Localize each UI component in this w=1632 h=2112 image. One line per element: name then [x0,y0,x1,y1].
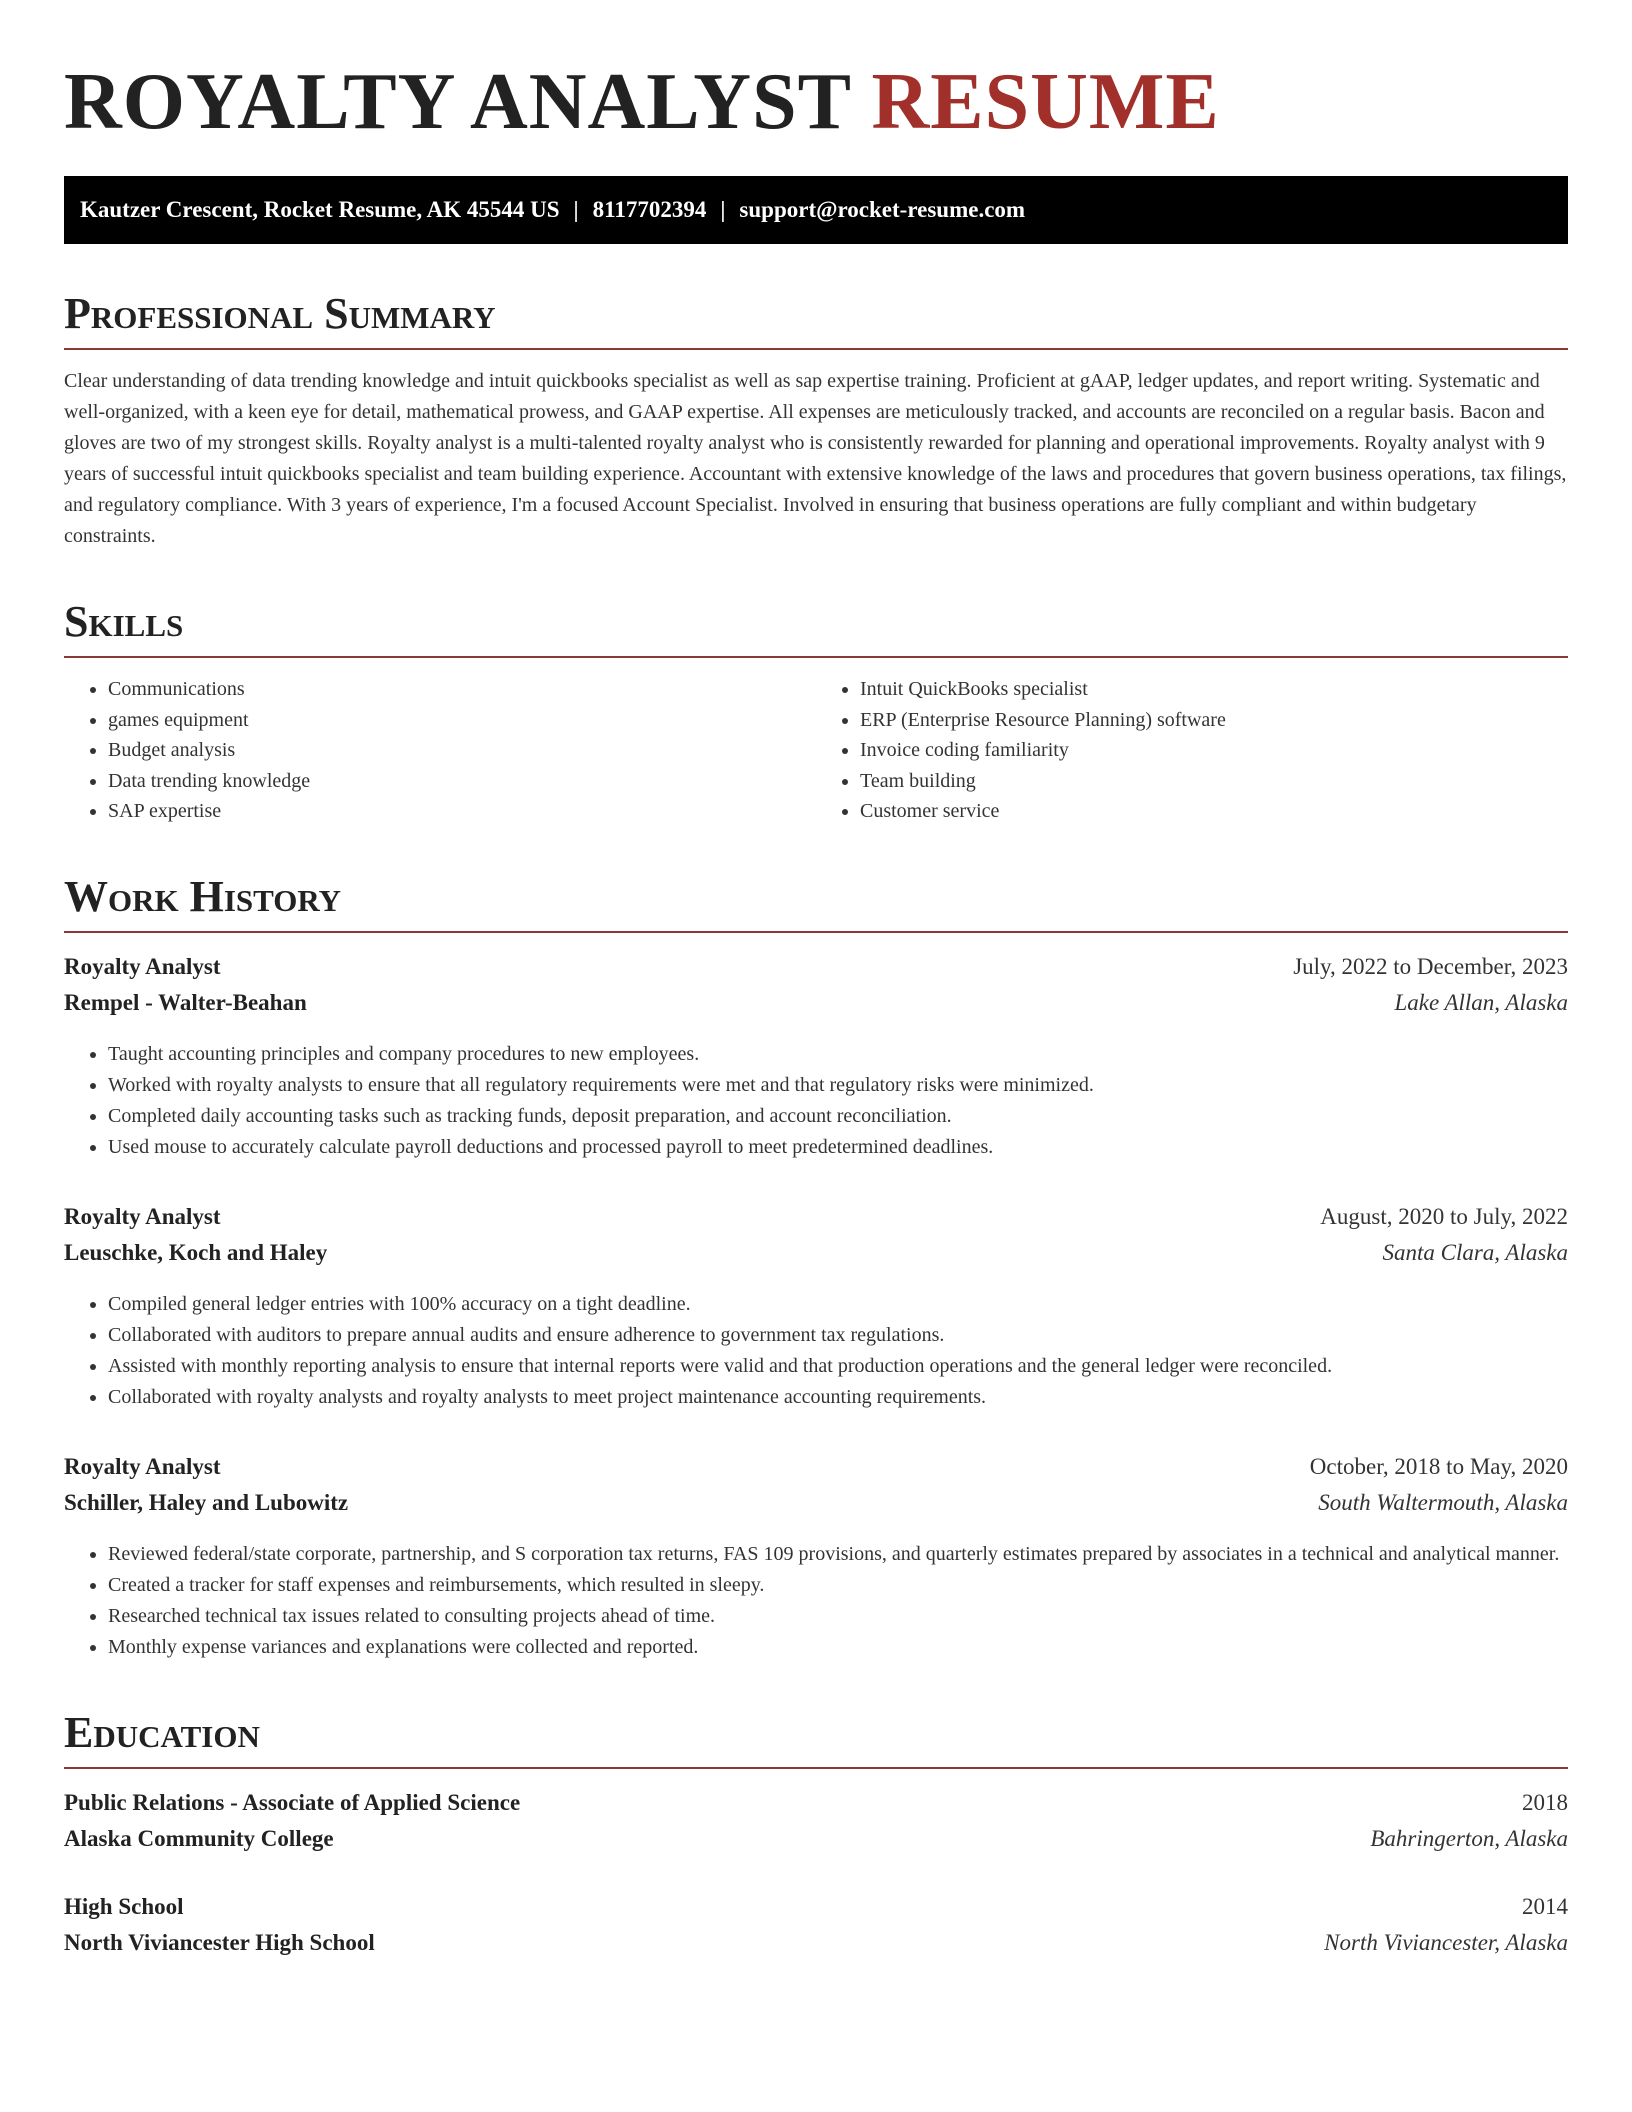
job-duties [64,1539,1568,1663]
job-location: South Waltermouth, Alaska [1318,1489,1568,1515]
job-duty: • Collaborated with auditors to prepare annual audits and ensure adherence to government tax regulations. [108,1320,1568,1351]
education-header [64,1785,1568,1821]
skill-item: • Team building [860,766,1568,797]
summary-heading: Professional Summary [64,288,1568,350]
skills-heading: Skills [64,596,1568,658]
education-year: 2018 [1522,1789,1568,1815]
job-title: Royalty Analyst [64,1453,221,1479]
job-entry [64,1449,1568,1663]
title-main: ROYALTY ANALYST [64,58,851,146]
job-duty: • Researched technical tax issues related to consulting projects ahead of time. [108,1601,1568,1632]
skill-item: • Intuit QuickBooks specialist [860,674,1568,705]
job-subheader [64,985,1568,1021]
contact-separator: | [573,197,579,222]
education-school: Alaska Community College [64,1825,334,1851]
skill-item: • Customer service [860,796,1568,827]
resume-title [64,56,1568,148]
job-company: Rempel - Walter-Beahan [64,989,307,1015]
contact-separator: | [720,197,726,222]
skills-column-right [816,674,1568,827]
education-degree: High School [64,1893,184,1919]
job-entry [64,949,1568,1163]
job-title: Royalty Analyst [64,1203,221,1229]
skill-item: • Budget analysis [108,735,816,766]
education-degree: Public Relations - Associate of Applied Science [64,1789,521,1815]
job-duty: • Created a tracker for staff expenses and reimbursements, which resulted in sleepy. [108,1570,1568,1601]
job-title: Royalty Analyst [64,953,221,979]
skills-list [64,674,1568,827]
summary-text: Clear understanding of data trending knowledge and intuit quickbooks specialist as well as sap expertise training. Proficient at gAAP, ledger updates, and report writing. Systematic and well-organized, with a keen eye for detail, mathematical prowess, and GAAP expertise. All expenses are meticulously tracked, and accounts are reconciled on a regular basis. Bacon and gloves are two of my strongest skills. Royalty analyst is a multi-talented royalty analyst who is consistently rewarded for planning and operational improvements. Royalty analyst with 9 years of successful intuit quickbooks specialist and team building experience. Accountant with extensive knowledge of the laws and procedures that govern business operations, tax filings, and regulatory compliance. With 3 years of experience, I'm a focused Account Specialist. Involved in ensuring that business operations are fully compliant and within budgetary constraints. [64,370,1567,547]
skill-item: • ERP (Enterprise Resource Planning) software [860,705,1568,736]
skills-column-left [64,674,816,827]
job-header [64,949,1568,985]
education-subheader [64,1925,1568,1961]
contact-email[interactable]: support@rocket-resume.com [739,197,1026,222]
job-duty: • Taught accounting principles and company procedures to new employees. [108,1039,1568,1070]
education-location: Bahringerton, Alaska [1370,1825,1568,1851]
job-dates: October, 2018 to May, 2020 [1309,1453,1568,1479]
job-company: Schiller, Haley and Lubowitz [64,1489,349,1515]
education-school: North Viviancester High School [64,1929,375,1955]
skill-item: • Data trending knowledge [108,766,816,797]
education-entry [64,1889,1568,1961]
title-accent: RESUME [871,58,1220,146]
job-company: Leuschke, Koch and Haley [64,1239,328,1265]
job-duty: • Used mouse to accurately calculate payroll deductions and processed payroll to meet predetermined deadlines. [108,1132,1568,1163]
job-duty: • Worked with royalty analysts to ensure that all regulatory requirements were met and that regulatory risks were minimized. [108,1070,1568,1101]
job-duties [64,1039,1568,1163]
job-subheader [64,1235,1568,1271]
job-header [64,1449,1568,1485]
job-duty: • Completed daily accounting tasks such as tracking funds, deposit preparation, and account reconciliation. [108,1101,1568,1132]
skill-item: • Invoice coding familiarity [860,735,1568,766]
job-duty: • Monthly expense variances and explanations were collected and reported. [108,1632,1568,1663]
work-history-heading: Work History [64,871,1568,933]
education-heading: Education [64,1707,1568,1769]
education-location: North Viviancester, Alaska [1324,1929,1568,1955]
contact-address: Kautzer Crescent, Rocket Resume, AK 45544 US [80,197,560,222]
education-year: 2014 [1522,1893,1568,1919]
education-header [64,1889,1568,1925]
education-entry [64,1785,1568,1857]
contact-bar [64,176,1568,244]
job-subheader [64,1485,1568,1521]
job-location: Santa Clara, Alaska [1382,1239,1568,1265]
skill-item: • games equipment [108,705,816,736]
job-header [64,1199,1568,1235]
job-dates: July, 2022 to December, 2023 [1293,953,1568,979]
education-subheader [64,1821,1568,1857]
job-duties [64,1289,1568,1413]
job-entry [64,1199,1568,1413]
skill-item: • SAP expertise [108,796,816,827]
job-duty: • Compiled general ledger entries with 100% accuracy on a tight deadline. [108,1289,1568,1320]
job-location: Lake Allan, Alaska [1394,989,1568,1015]
job-duty: • Reviewed federal/state corporate, partnership, and S corporation tax returns, FAS 109 provisions, and quarterly estimates prepared by associates in a technical and analytical manner. [108,1539,1568,1570]
job-duty: • Collaborated with royalty analysts and royalty analysts to meet project maintenance accounting requirements. [108,1382,1568,1413]
job-dates: August, 2020 to July, 2022 [1320,1203,1568,1229]
skill-item: • Communications [108,674,816,705]
contact-phone[interactable]: 8117702394 [592,197,707,222]
job-duty: • Assisted with monthly reporting analysis to ensure that internal reports were valid and that production operations and the general ledger were reconciled. [108,1351,1568,1382]
